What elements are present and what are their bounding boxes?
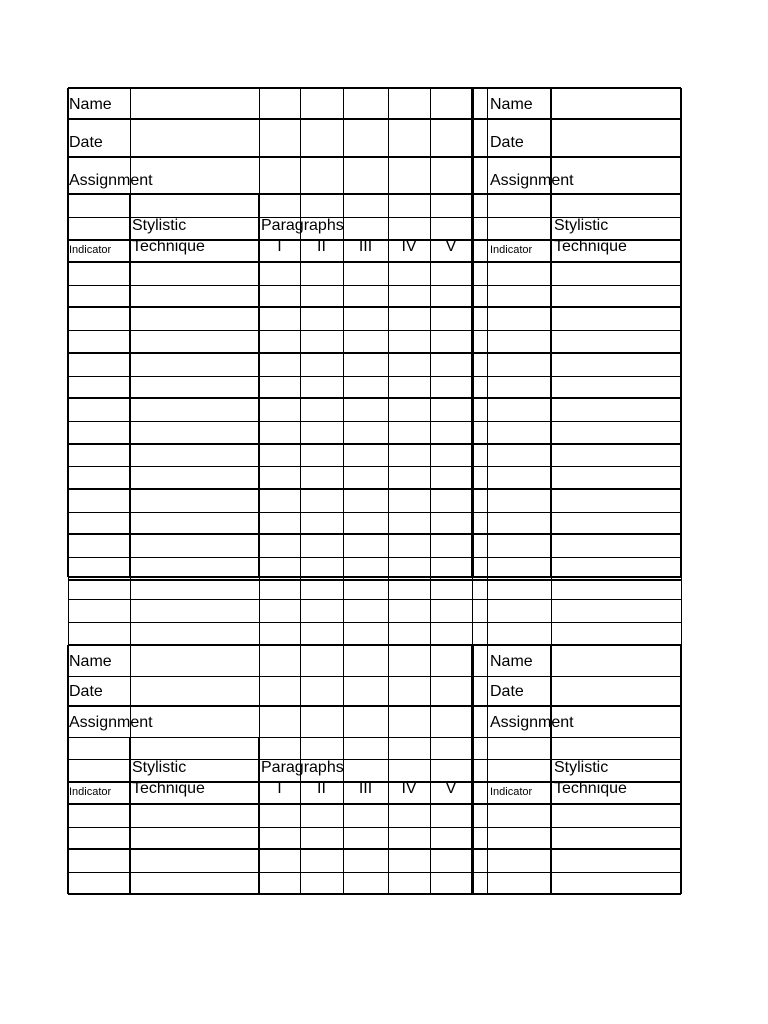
top-indicator-label-left: Indicator [69, 244, 112, 256]
grid-hline [68, 893, 681, 895]
grid-hline [68, 87, 681, 89]
grid-hline [68, 330, 681, 331]
grid-hline [68, 705, 681, 707]
grid-hline [68, 737, 681, 738]
grid-hline [68, 872, 681, 873]
grid-vline [130, 577, 131, 645]
bottom-paragraph-numeral-4: IV [401, 780, 417, 797]
grid-hline [68, 599, 681, 600]
grid-vline [430, 577, 431, 645]
bottom-indicator-label-right: Indicator [490, 786, 533, 798]
top-assignment-label-left: Assignment [69, 172, 153, 189]
grid-vline [259, 577, 260, 645]
bottom-paragraph-numeral-5: V [445, 780, 457, 797]
bottom-technique-label-right: Technique [554, 780, 627, 797]
bottom-stylistic-label-right: Stylistic [554, 759, 609, 776]
bottom-paragraph-numeral-1: I [277, 780, 282, 797]
bottom-assignment-label-right: Assignment [490, 714, 574, 731]
grid-vline [300, 577, 301, 645]
grid-hline [68, 193, 681, 195]
grid-hline [68, 579, 681, 581]
grid-vline [487, 645, 488, 894]
grid-vline [681, 577, 682, 645]
top-paragraph-numeral-4: IV [401, 238, 417, 255]
grid-vline [129, 194, 131, 577]
bottom-paragraph-numeral-2: II [317, 780, 326, 797]
top-name-label-left: Name [69, 96, 112, 113]
bottom-indicator-label-left: Indicator [69, 786, 112, 798]
grid-hline [68, 118, 681, 120]
top-name-label-right: Name [490, 96, 533, 113]
top-date-label-left: Date [69, 134, 103, 151]
grid-vline [388, 645, 389, 894]
grid-vline [343, 88, 344, 577]
top-paragraphs-label: Paragraphs [261, 217, 344, 234]
top-date-label-right: Date [490, 134, 524, 151]
grid-hline [68, 443, 681, 445]
grid-vline [343, 577, 344, 645]
grid-hline [68, 285, 681, 286]
grid-hline [68, 261, 681, 263]
grid-hline [68, 557, 681, 558]
top-paragraph-numeral-3: III [358, 238, 373, 255]
grid-hline [68, 466, 681, 467]
grid-vline [430, 88, 431, 577]
top-paragraph-numeral-1: I [277, 238, 282, 255]
grid-vline [129, 737, 131, 894]
grid-vline [471, 645, 474, 894]
grid-vline [550, 88, 552, 577]
bottom-date-label-left: Date [69, 683, 103, 700]
top-technique-label-left: Technique [132, 238, 205, 255]
grid-hline [68, 376, 681, 377]
grid-hline [68, 676, 681, 677]
bottom-technique-label-left: Technique [132, 780, 205, 797]
grid-hline [68, 306, 681, 308]
grid-vline [68, 577, 69, 645]
grid-vline [680, 645, 682, 894]
grid-hline [68, 156, 681, 158]
bottom-stylistic-label-left: Stylistic [132, 759, 187, 776]
grid-hline [68, 803, 681, 805]
grid-hline [68, 512, 681, 513]
bottom-assignment-label-left: Assignment [69, 714, 153, 731]
grid-hline [68, 488, 681, 490]
grid-vline [388, 88, 389, 577]
grid-vline [472, 577, 473, 645]
grid-vline [67, 88, 69, 577]
top-stylistic-label-right: Stylistic [554, 217, 609, 234]
grid-hline [68, 352, 681, 354]
grid-vline [300, 88, 301, 577]
top-indicator-label-right: Indicator [490, 244, 533, 256]
grid-hline [68, 827, 681, 828]
grid-vline [471, 88, 474, 577]
grid-vline [487, 88, 488, 577]
top-paragraph-numeral-5: V [445, 238, 457, 255]
bottom-date-label-right: Date [490, 683, 524, 700]
grid-hline [68, 533, 681, 535]
top-stylistic-label-left: Stylistic [132, 217, 187, 234]
grid-hline [68, 622, 681, 623]
bottom-paragraphs-label: Paragraphs [261, 759, 344, 776]
grid-vline [430, 645, 431, 894]
grid-vline [388, 577, 389, 645]
bottom-name-label-left: Name [69, 653, 112, 670]
top-assignment-label-right: Assignment [490, 172, 574, 189]
grid-vline [487, 577, 488, 645]
grid-hline [68, 848, 681, 850]
grid-vline [258, 737, 260, 894]
grid-hline [68, 421, 681, 422]
grid-vline [680, 88, 682, 577]
bottom-name-label-right: Name [490, 653, 533, 670]
grid-hline [68, 576, 681, 578]
grid-hline [68, 644, 681, 646]
grid-vline [550, 645, 552, 894]
top-technique-label-right: Technique [554, 238, 627, 255]
top-paragraph-numeral-2: II [317, 238, 326, 255]
grid-vline [551, 577, 552, 645]
bottom-paragraph-numeral-3: III [358, 780, 373, 797]
grid-hline [68, 397, 681, 399]
